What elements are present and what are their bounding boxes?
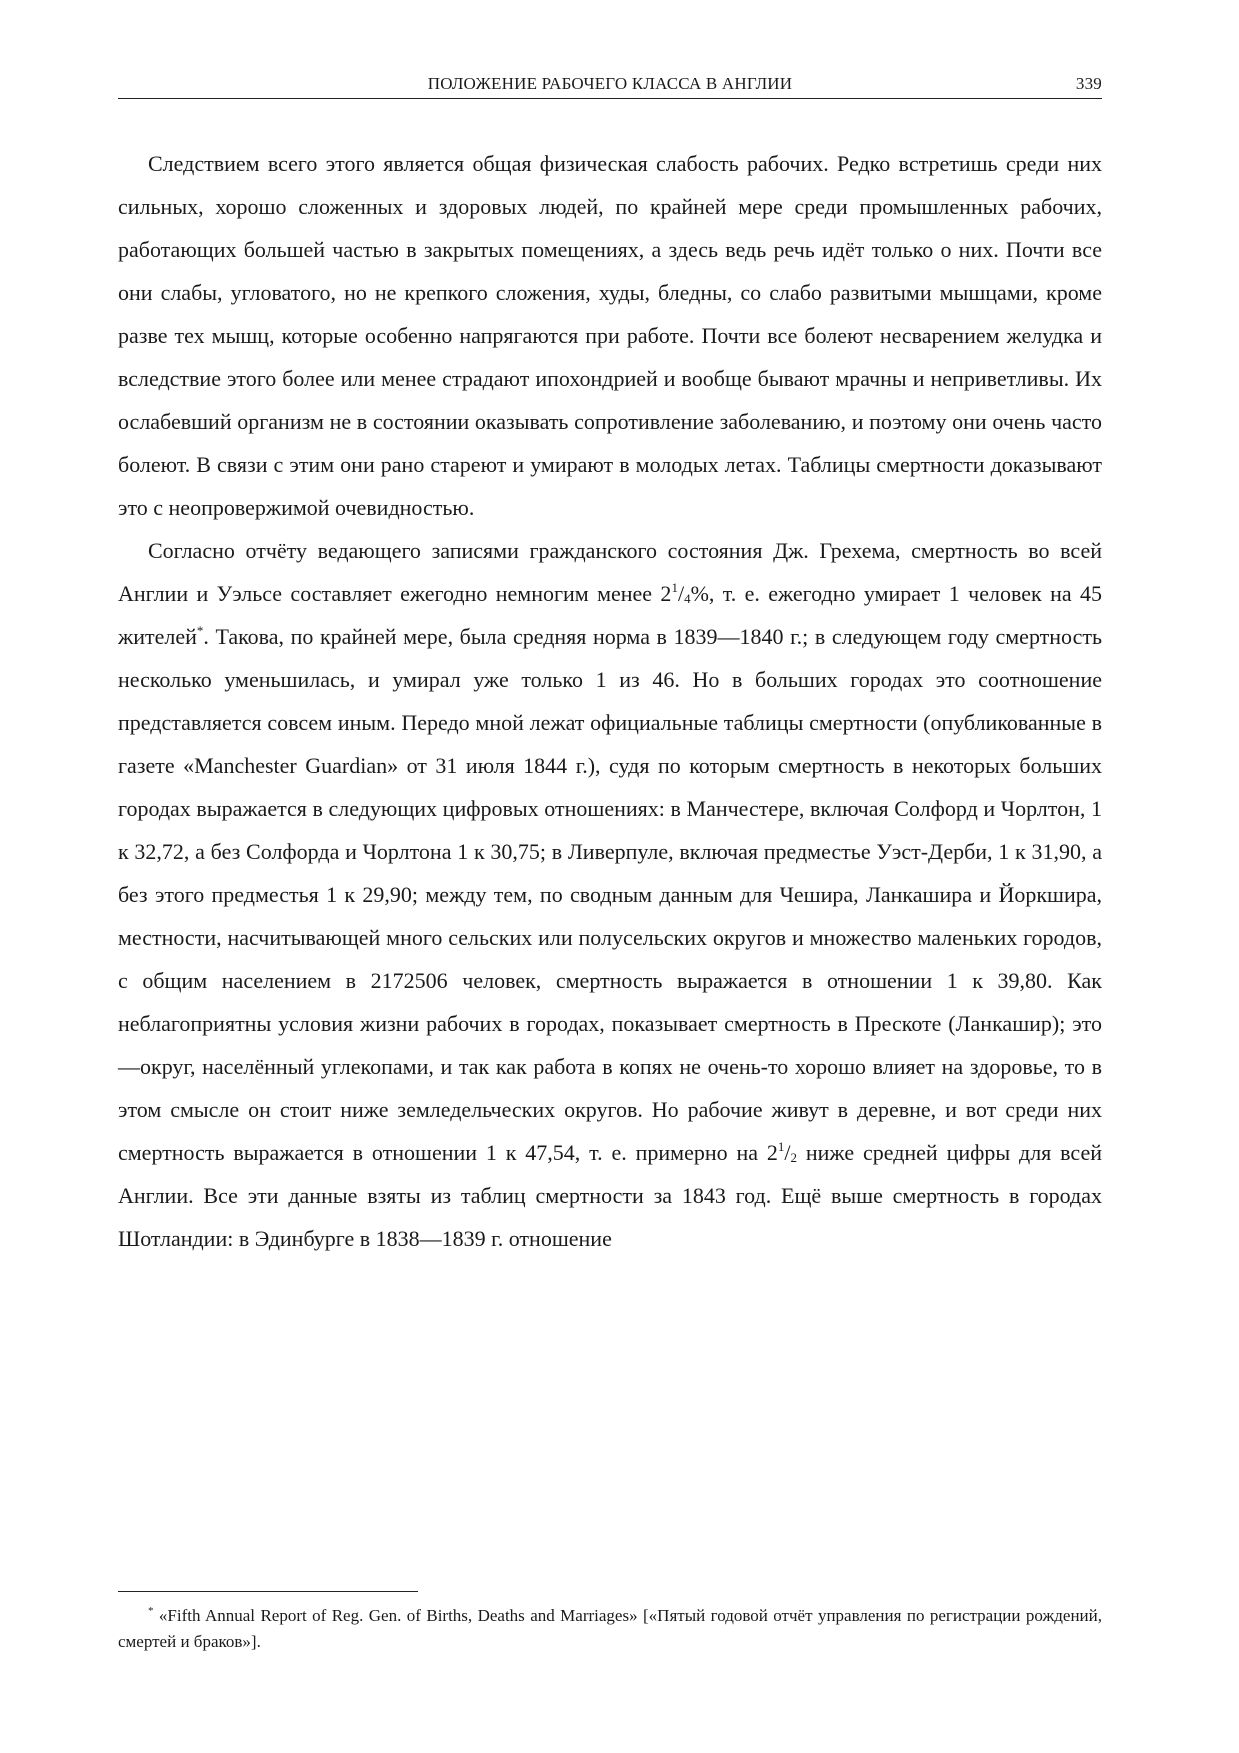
footnote-mark: *	[148, 1605, 154, 1617]
paragraph-1: Следствием всего этого является общая физическая слабость рабочих. Редко встретишь среди них сильных, хорошо сложенных и здоровых людей, по крайней мере среди промышленных рабочих, работающих большей частью в закрытых помещениях, а здесь ведь речь идёт только о них. Почти все они слабы, угловатого, но не крепкого сложения, худы, бледны, со слабо развитыми мышцами, кроме разве тех мышц, которые особенно напрягаются при работе. Почти все болеют несварением желудка и вследствие этого более или менее страдают ипохондрией и вообще бывают мрачны и неприветливы. Их ослабевший организм не в состоянии оказывать сопротивление заболеванию, и поэтому они очень часто болеют. В связи с этим они рано стареют и умирают в молодых летах. Таблицы смертности доказывают это с неопровержимой очевидностью.	[118, 151, 1102, 520]
running-title: ПОЛОЖЕНИЕ РАБОЧЕГО КЛАССА В АНГЛИИ	[427, 74, 793, 93]
footnote-divider	[118, 1591, 418, 1592]
body-text	[118, 142, 1102, 1260]
page-number: 339	[1075, 74, 1102, 93]
fraction-1-slash: /	[677, 581, 685, 606]
fraction-2-slash: /	[784, 1140, 791, 1165]
paragraph-2-part-a: Согласно отчёту ведающего записями гражданского состояния Дж. Грехема, смертность во всей Англии и Уэльсе составляет ежегодно немногим менее 2	[118, 538, 1102, 606]
footnote	[118, 1603, 1102, 1655]
running-header	[118, 72, 1102, 99]
paragraph-2-part-d: ниже средней цифры для всей Англии. Все эти данные взяты из таблиц смертности за 1843 год. Ещё выше смертность в городах Шотландии: в Эдинбурге в 1838—1839 г. отношение	[118, 1140, 1102, 1251]
paragraph-2-part-c: . Такова, по крайней мере, была средняя норма в 1839—1840 г.; в следующем году смертность несколько уменьшилась, и умирал уже только 1 из 46. Но в больших городах это соотношение представляется совсем иным. Передо мной лежат официальные таблицы смертности (опубликованные в газете «Manchester Guardian» от 31 июля 1844 г.), судя по которым смертность в некоторых больших городах выражается в следующих цифровых отношениях: в Манчестере, включая Солфорд и Чорлтон, 1 к 32,72, а без Солфорда и Чорлтона 1 к 30,75; в Ливерпуле, включая предместье Уэст-Дерби, 1 к 31,90, а без этого предместья 1 к 29,90; между тем, по сводным данным для Чешира, Ланкашира и Йоркшира, местности, насчитывающей много сельских или полусельских округов и множество маленьких городов, с общим населением в 2172506 человек, смертность выражается в отношении 1 к 39,80. Как неблагоприятны условия жизни рабочих в городах, показывает смертность в Прескоте (Ланкашир); это—округ, населённый углекопами, и так как работа в копях не очень-то хорошо влияет на здоровье, то в этом смысле он стоит ниже земледельческих округов. Но рабочие живут в деревне, и вот среди них смертность выражается в отношении 1 к 47,54, т. е. примерно на 2	[118, 624, 1102, 1165]
fraction-1-denominator: 4	[684, 591, 691, 606]
paragraph-2	[118, 529, 1102, 1260]
footnote-reference-mark[interactable]: *	[196, 623, 204, 638]
paragraph-2-part-b: %, т. е. ежегодно умирает 1 человек на 45 жителей	[118, 581, 1102, 649]
fraction-2-numerator: 1	[777, 1139, 785, 1154]
fraction-2-denominator: 2	[790, 1150, 798, 1165]
fraction-1-numerator: 1	[671, 580, 678, 595]
footnote-text: «Fifth Annual Report of Reg. Gen. of Births, Deaths and Marriages» [«Пятый годовой отчёт управления по регистрации рождений, смертей и браков»].	[118, 1606, 1102, 1651]
